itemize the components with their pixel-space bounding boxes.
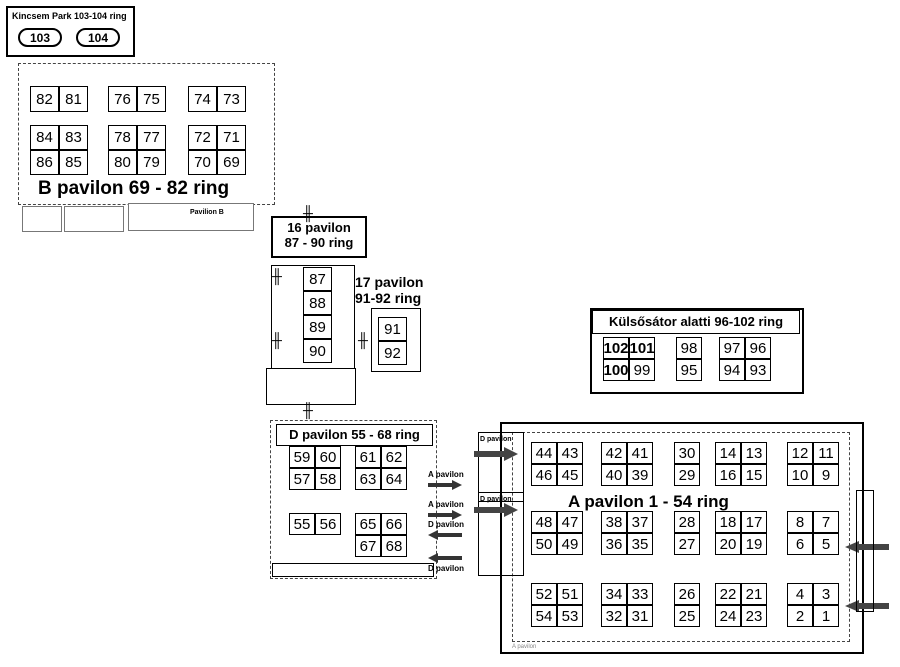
stall-29[interactable]: 29 [674, 464, 700, 486]
pavilion-a-block-28-27 [674, 511, 700, 555]
pavilion-b-block-82-81 [30, 86, 88, 112]
stall-53[interactable]: 53 [557, 605, 583, 627]
pavilion-17-title-line1: 17 pavilon [355, 274, 424, 290]
stall-5[interactable]: 5 [813, 533, 839, 555]
ring-104[interactable]: 104 [76, 28, 120, 47]
kincsem-park-box [6, 6, 135, 57]
stall-27[interactable]: 27 [674, 533, 700, 555]
stall-45[interactable]: 45 [557, 464, 583, 486]
pavilion-b-title: B pavilon 69 - 82 ring [38, 178, 230, 199]
stall-101[interactable]: 101 [629, 337, 655, 359]
stall-23[interactable]: 23 [741, 605, 767, 627]
label-a-pavilon-1: A pavilon [428, 470, 464, 479]
stall-96[interactable]: 96 [745, 337, 771, 359]
stall-8[interactable]: 8 [787, 511, 813, 533]
stall-14[interactable]: 14 [715, 442, 741, 464]
stall-32[interactable]: 32 [601, 605, 627, 627]
stall-24[interactable]: 24 [715, 605, 741, 627]
stall-42[interactable]: 42 [601, 442, 627, 464]
stall-71[interactable]: 71 [217, 125, 246, 150]
pavilion-16-header [271, 216, 367, 258]
kulsosator-block-97-93 [719, 337, 771, 381]
pavilion-a-block-4-2 [787, 583, 839, 627]
stall-80[interactable]: 80 [108, 150, 137, 175]
pavilion-a-block-34-32 [601, 583, 653, 627]
stall-9[interactable]: 9 [813, 464, 839, 486]
stall-55[interactable]: 55 [289, 513, 315, 535]
pavilion-a-block-42-40 [601, 442, 653, 486]
pavilion-d-bottom-strip [272, 563, 434, 577]
stall-86[interactable]: 86 [30, 150, 59, 175]
stall-77[interactable]: 77 [137, 125, 166, 150]
pavilion-d-block-61-63 [355, 446, 407, 490]
stall-62[interactable]: 62 [381, 446, 407, 468]
arrow-a-pavilon-1 [428, 480, 462, 490]
arrow-d-pavilon-3 [428, 530, 462, 540]
pavilion-a-block-22-24 [715, 583, 767, 627]
connector-tick-16-top: ╫ [303, 205, 313, 221]
pavilion-17-title [355, 274, 423, 306]
stall-38[interactable]: 38 [601, 511, 627, 533]
stall-41[interactable]: 41 [627, 442, 653, 464]
stall-10[interactable]: 10 [787, 464, 813, 486]
stall-54[interactable]: 54 [531, 605, 557, 627]
pavilion-b-small-box-2 [64, 206, 124, 232]
pavilion-d-block-65-67 [355, 513, 407, 557]
stall-79[interactable]: 79 [137, 150, 166, 175]
stall-35[interactable]: 35 [627, 533, 653, 555]
stall-44[interactable]: 44 [531, 442, 557, 464]
stall-95[interactable]: 95 [676, 359, 702, 381]
pavilion-17-stalls [378, 317, 407, 365]
stall-76[interactable]: 76 [108, 86, 137, 112]
stall-49[interactable]: 49 [557, 533, 583, 555]
stall-56[interactable]: 56 [315, 513, 341, 535]
stall-46[interactable]: 46 [531, 464, 557, 486]
stall-78[interactable]: 78 [108, 125, 137, 150]
pavilion-d-title-box [276, 424, 433, 446]
arrow-a-pavilon-2 [428, 510, 462, 520]
kulsosator-block-98-95 [676, 337, 702, 381]
pavilion-a-block-44-46 [531, 442, 583, 486]
stall-50[interactable]: 50 [531, 533, 557, 555]
stall-26[interactable]: 26 [674, 583, 700, 605]
pavilion-b-small-box-1 [22, 206, 62, 232]
stall-31[interactable]: 31 [627, 605, 653, 627]
ring-103[interactable]: 103 [18, 28, 62, 47]
stall-102[interactable]: 102 [603, 337, 629, 359]
pavilion-a-block-18-20 [715, 511, 767, 555]
stall-57[interactable]: 57 [289, 468, 315, 490]
pavilion-b-block-78-80 [108, 125, 166, 175]
pavilion-a-right-strip [856, 490, 874, 612]
pavilion-a-block-26-25 [674, 583, 700, 627]
pavilion-16-lower-room [266, 368, 356, 405]
stall-48[interactable]: 48 [531, 511, 557, 533]
pavilion-16-title-line2: 87 - 90 ring [284, 235, 354, 250]
stall-100[interactable]: 100 [603, 359, 629, 381]
stall-36[interactable]: 36 [601, 533, 627, 555]
pavilion-b-block-84-86 [30, 125, 88, 175]
stall-2[interactable]: 2 [787, 605, 813, 627]
kincsem-park-title: Kincsem Park 103-104 ring [12, 11, 127, 21]
stall-21[interactable]: 21 [741, 583, 767, 605]
stall-83[interactable]: 83 [59, 125, 88, 150]
stall-51[interactable]: 51 [557, 583, 583, 605]
pavilion-17-title-line2: 91-92 ring [355, 290, 422, 306]
pavilion-d-block-55-56 [289, 513, 341, 535]
pavilion-a-block-38-36 [601, 511, 653, 555]
stall-11[interactable]: 11 [813, 442, 839, 464]
stall-73[interactable]: 73 [217, 86, 246, 112]
stall-7[interactable]: 7 [813, 511, 839, 533]
stall-25[interactable]: 25 [674, 605, 700, 627]
stall-88[interactable]: 88 [303, 291, 332, 315]
kulsosator-title: Külsősátor alatti 96-102 ring [608, 314, 784, 329]
stall-87[interactable]: 87 [303, 267, 332, 291]
pavilion-b-caption: Pavilion B [190, 209, 224, 216]
stall-20[interactable]: 20 [715, 533, 741, 555]
label-d-pavilon-4: D pavilon [428, 564, 465, 573]
stall-4[interactable]: 4 [787, 583, 813, 605]
pavilion-a-block-48-50 [531, 511, 583, 555]
stall-33[interactable]: 33 [627, 583, 653, 605]
pavilion-a-block-8-6 [787, 511, 839, 555]
stall-75[interactable]: 75 [137, 86, 166, 112]
pavilion-b-block-72-70 [188, 125, 246, 175]
stall-68[interactable]: 68 [381, 535, 407, 557]
stall-19[interactable]: 19 [741, 533, 767, 555]
pavilion-a-block-14-16 [715, 442, 767, 486]
pavilion-a-block-30-29 [674, 442, 700, 486]
stall-3[interactable]: 3 [813, 583, 839, 605]
pavilion-16-title-line1: 16 pavilon [287, 220, 351, 235]
arrow-entry-2 [474, 503, 518, 517]
label-d-pavilon-left-1: D pavilon [480, 436, 512, 443]
stall-61[interactable]: 61 [355, 446, 381, 468]
stall-72[interactable]: 72 [188, 125, 217, 150]
stall-60[interactable]: 60 [315, 446, 341, 468]
stall-91[interactable]: 91 [378, 317, 407, 341]
stall-92[interactable]: 92 [378, 341, 407, 365]
stall-1[interactable]: 1 [813, 605, 839, 627]
stall-58[interactable]: 58 [315, 468, 341, 490]
kulsosator-block-102-100 [603, 337, 655, 381]
stall-37[interactable]: 37 [627, 511, 653, 533]
pavilion-d-block-59-57 [289, 446, 341, 490]
stall-40[interactable]: 40 [601, 464, 627, 486]
pavilion-b-block-74-73 [188, 86, 246, 112]
stall-70[interactable]: 70 [188, 150, 217, 175]
stall-12[interactable]: 12 [787, 442, 813, 464]
stall-90[interactable]: 90 [303, 339, 332, 363]
stall-69[interactable]: 69 [217, 150, 246, 175]
stall-34[interactable]: 34 [601, 583, 627, 605]
pavilion-b-small-box-3 [128, 203, 254, 231]
pavilion-16-stalls [303, 267, 332, 363]
connector-tick-16-left2: ╫ [272, 332, 282, 348]
pavilion-a-footer-label: A pavilon [512, 644, 537, 650]
stall-89[interactable]: 89 [303, 315, 332, 339]
connector-tick-16-left1: ╫ [272, 268, 282, 284]
pavilion-a-title: A pavilon 1 - 54 ring [568, 492, 729, 511]
stall-6[interactable]: 6 [787, 533, 813, 555]
stall-52[interactable]: 52 [531, 583, 557, 605]
stall-85[interactable]: 85 [59, 150, 88, 175]
stall-82[interactable]: 82 [30, 86, 59, 112]
stall-64[interactable]: 64 [381, 468, 407, 490]
label-d-pavilon-left-2: D pavilon [480, 496, 512, 503]
stall-99[interactable]: 99 [629, 359, 655, 381]
pavilion-a-block-12-10 [787, 442, 839, 486]
stall-28[interactable]: 28 [674, 511, 700, 533]
pavilion-d-title: D pavilon 55 - 68 ring [289, 427, 420, 442]
connector-tick-17-left: ╫ [358, 332, 368, 348]
label-a-pavilon-2: A pavilon [428, 500, 464, 509]
label-d-pavilon-3: D pavilon [428, 520, 465, 529]
stall-59[interactable]: 59 [289, 446, 315, 468]
stall-66[interactable]: 66 [381, 513, 407, 535]
pavilion-a-block-52-54 [531, 583, 583, 627]
stall-22[interactable]: 22 [715, 583, 741, 605]
pavilion-b-block-76-75 [108, 86, 166, 112]
arrow-entry-1 [474, 447, 518, 461]
stall-67[interactable]: 67 [355, 535, 381, 557]
stall-81[interactable]: 81 [59, 86, 88, 112]
stall-98[interactable]: 98 [676, 337, 702, 359]
stall-65[interactable]: 65 [355, 513, 381, 535]
arrow-d-pavilon-4 [428, 553, 462, 563]
stall-84[interactable]: 84 [30, 125, 59, 150]
stall-94[interactable]: 94 [719, 359, 745, 381]
connector-tick-16-bottom: ╫ [303, 402, 313, 418]
stall-13[interactable]: 13 [741, 442, 767, 464]
stall-15[interactable]: 15 [741, 464, 767, 486]
stall-97[interactable]: 97 [719, 337, 745, 359]
stall-47[interactable]: 47 [557, 511, 583, 533]
stall-74[interactable]: 74 [188, 86, 217, 112]
stall-16[interactable]: 16 [715, 464, 741, 486]
kulsosator-title-box [592, 310, 800, 334]
stall-17[interactable]: 17 [741, 511, 767, 533]
stall-93[interactable]: 93 [745, 359, 771, 381]
stall-18[interactable]: 18 [715, 511, 741, 533]
stall-30[interactable]: 30 [674, 442, 700, 464]
stall-39[interactable]: 39 [627, 464, 653, 486]
stall-63[interactable]: 63 [355, 468, 381, 490]
stall-43[interactable]: 43 [557, 442, 583, 464]
